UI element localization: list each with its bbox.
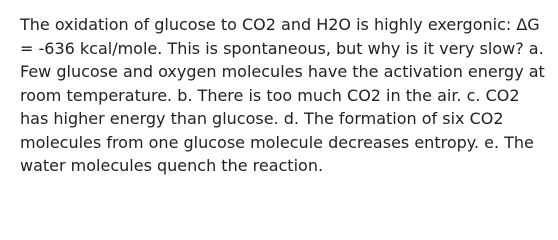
- question-line: Few glucose and oxygen molecules have the activation energy at: [20, 62, 545, 81]
- question-line: = -636 kcal/mole. This is spontaneous, but why is it very slow? a.: [20, 38, 544, 58]
- question-line: molecules from one glucose molecule decreases entropy. e. The: [20, 132, 534, 152]
- question-line: The oxidation of glucose to CO2 and H2O is highly exergonic: ΔG: [20, 15, 540, 34]
- question-line: room temperature. b. There is too much CO2 in the air. c. CO2: [20, 85, 520, 105]
- question-text: [20, 13, 545, 178]
- question-line: water molecules quench the reaction.: [20, 156, 324, 175]
- question-line: has higher energy than glucose. d. The formation of six CO2: [20, 109, 504, 128]
